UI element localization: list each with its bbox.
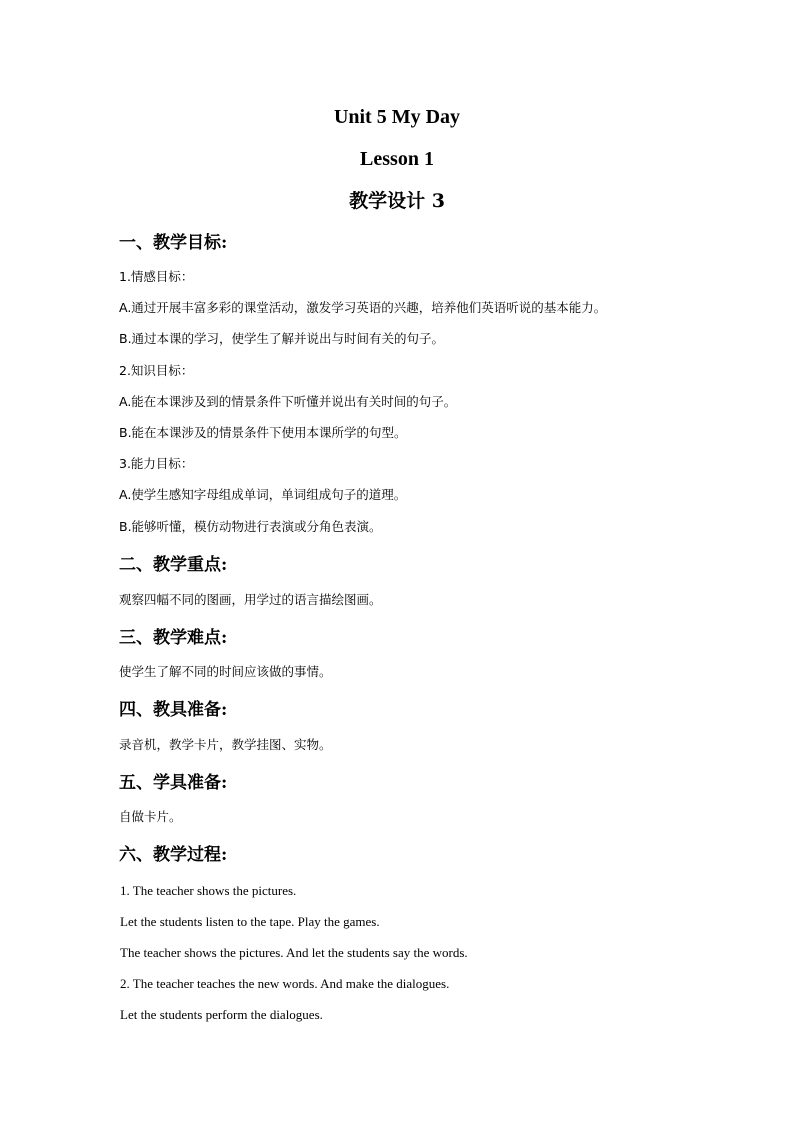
process-step-2-line-2: Let the students perform the dialogues. [120,1007,323,1022]
lesson-title: Lesson 1 [360,148,434,170]
key-points-heading: 二、教学重点: [119,555,228,575]
teacher-materials-text: 录音机，教学卡片，教学挂图、实物。 [119,737,332,752]
emotion-objective-b: B.通过本课的学习，使学生了解并说出与时间有关的句子。 [119,331,445,346]
design-title: 教学设计 3 [349,190,445,212]
knowledge-objective-a: A.能在本课涉及到的情景条件下听懂并说出有关时间的句子。 [119,394,457,409]
emotion-objective-label: 1.情感目标： [119,269,194,284]
unit-title: Unit 5 My Day [333,106,461,128]
objectives-heading: 一、教学目标: [119,233,228,253]
process-step-1: 1. The teacher shows the pictures. [120,883,297,898]
process-step-2: 2. The teacher teaches the new words. And make the dialogues. [120,976,450,991]
difficulties-text: 使学生了解不同的时间应该做的事情。 [119,664,332,679]
process-heading: 六、教学过程: [119,845,228,865]
key-points-text: 观察四幅不同的图画，用学过的语言描绘图画。 [119,592,382,607]
ability-objective-label: 3.能力目标： [119,456,194,471]
process-step-1-line-3: The teacher shows the pictures. And let the students say the words. [120,945,468,960]
knowledge-objective-b: B.能在本课涉及的情景条件下使用本课所学的句型。 [119,425,407,440]
student-materials-heading: 五、学具准备: [119,773,228,793]
student-materials-text: 自做卡片。 [119,809,182,824]
ability-objective-a: A.使学生感知字母组成单词，单词组成句子的道理。 [119,487,407,502]
ability-objective-b: B.能够听懂，模仿动物进行表演或分角色表演。 [119,519,382,534]
knowledge-objective-label: 2.知识目标： [119,363,194,378]
process-step-1-line-2: Let the students listen to the tape. Play the games. [120,914,380,929]
difficulties-heading: 三、教学难点: [119,628,228,648]
teacher-materials-heading: 四、教具准备: [119,700,228,720]
emotion-objective-a: A.通过开展丰富多彩的课堂活动，激发学习英语的兴趣，培养他们英语听说的基本能力。 [119,300,607,315]
